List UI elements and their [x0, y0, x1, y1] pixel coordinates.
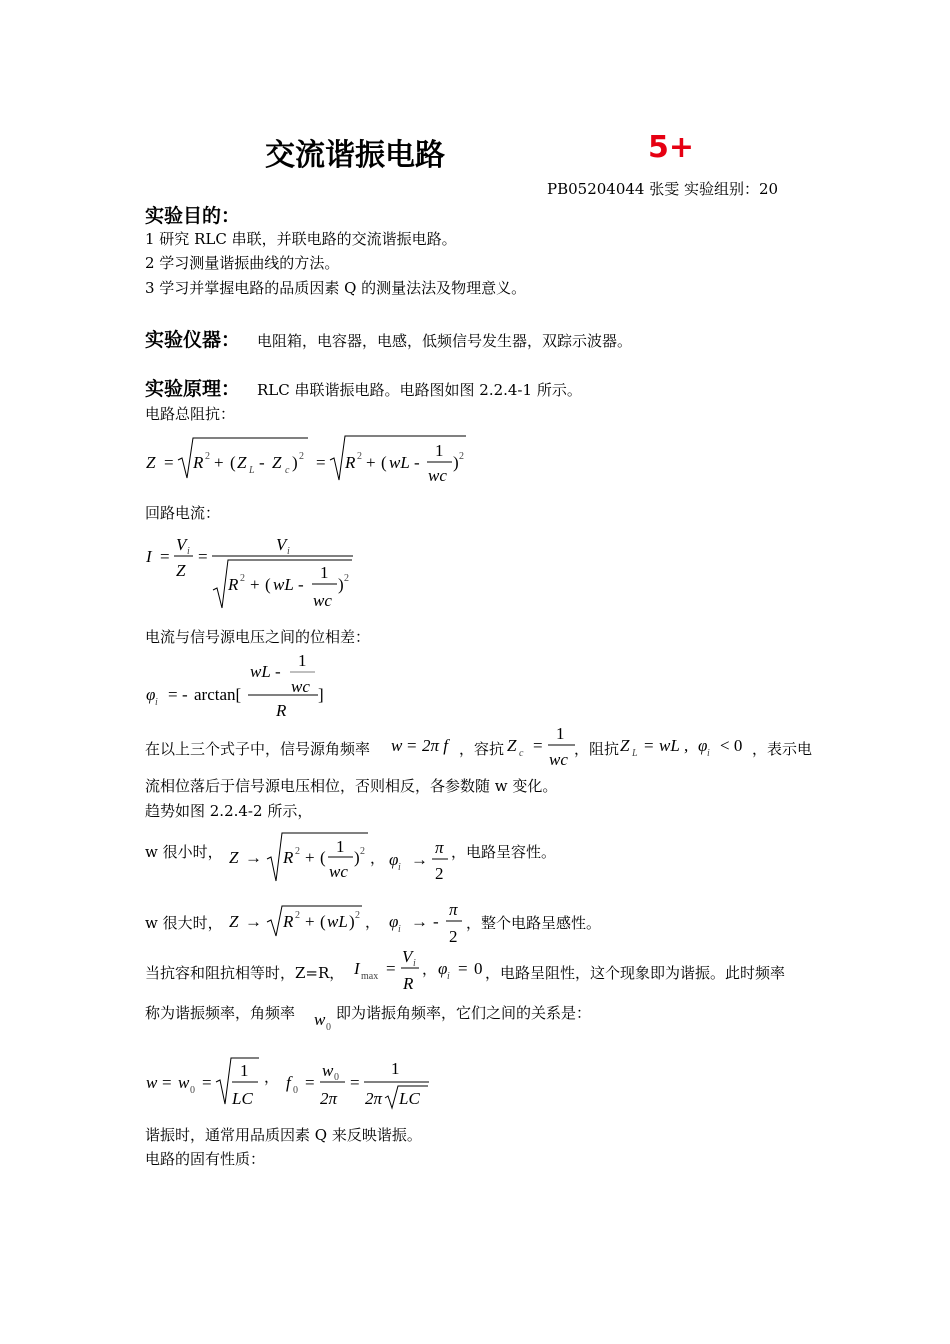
svg-text:Z: Z: [229, 912, 239, 931]
instruments-text: 电阻箱，电容器，电感，低频信号发生器，双踪示波器。: [257, 332, 633, 350]
svg-text:i: i: [187, 546, 190, 557]
svg-text:R: R: [283, 848, 294, 867]
svg-text:π: π: [449, 900, 458, 919]
svg-text:，: ，: [422, 962, 438, 978]
inherent-label: 电路的固有性质：: [145, 1150, 266, 1168]
svg-text:): ): [453, 453, 459, 472]
svg-text:i: i: [413, 958, 416, 969]
svg-text:i: i: [707, 748, 710, 759]
svg-text:wc: wc: [313, 591, 332, 610]
svg-text:R: R: [345, 453, 356, 472]
svg-text:Z: Z: [229, 848, 239, 867]
svg-text:=: =: [202, 1073, 212, 1092]
svg-text:，: ，: [370, 851, 386, 867]
phase-equation: [140, 650, 340, 722]
svg-text:，: ，: [264, 1070, 280, 1086]
svg-text:): ): [338, 575, 344, 594]
svg-text:2π: 2π: [320, 1089, 338, 1108]
resonance-d: 即为谐振角频率，它们之间的关系是：: [336, 1004, 592, 1022]
phase-label: 电流与信号源电压之间的位相差：: [145, 628, 371, 646]
svg-text:Z: Z: [237, 453, 247, 472]
resonance-current: [350, 942, 500, 1000]
svg-text:-: -: [433, 912, 439, 931]
svg-text:φ: φ: [146, 685, 156, 704]
para1-a: 在以上三个式子中，信号源角频率: [145, 740, 371, 758]
current-label: 回路电流：: [145, 504, 221, 522]
svg-text:=: =: [162, 1073, 172, 1092]
svg-text:wL: wL: [389, 453, 410, 472]
para1-d: ，表示电: [752, 740, 813, 758]
svg-text:=: =: [305, 1073, 315, 1092]
svg-text:wc: wc: [549, 750, 568, 769]
impedance-label: 电路总阻抗：: [145, 405, 236, 423]
svg-text:2: 2: [240, 573, 245, 584]
svg-text:2: 2: [360, 846, 365, 857]
svg-text:2: 2: [435, 864, 444, 883]
svg-text:): ): [354, 848, 360, 867]
svg-text:Z: Z: [176, 561, 186, 580]
svg-text:(: (: [265, 575, 271, 594]
svg-text:i: i: [398, 924, 401, 935]
svg-text:1: 1: [435, 441, 444, 460]
svg-text:R: R: [228, 575, 239, 594]
svg-text:I: I: [354, 959, 360, 978]
svg-text:Z: Z: [272, 453, 282, 472]
svg-text:0: 0: [334, 1072, 339, 1083]
svg-text:w: w: [178, 1073, 190, 1092]
svg-text:V: V: [276, 535, 287, 554]
inductive-reactance: [618, 730, 763, 760]
small-w-label: w 很小时，: [145, 843, 223, 861]
svg-text:=: =: [160, 547, 170, 566]
author-line: PB05204044 张雯 实验组别：20: [547, 180, 779, 198]
svg-text:-: -: [275, 662, 281, 681]
svg-text:2: 2: [357, 451, 362, 462]
svg-text:0: 0: [190, 1085, 195, 1096]
svg-text:+: +: [305, 912, 315, 931]
svg-text:0: 0: [326, 1022, 331, 1033]
svg-text:2: 2: [299, 451, 304, 462]
svg-text:=: =: [458, 959, 468, 978]
svg-text:=: =: [644, 736, 654, 755]
svg-text:+: +: [214, 453, 224, 472]
svg-text:φ: φ: [389, 850, 399, 869]
svg-text:w: w: [146, 1073, 158, 1092]
svg-text:2: 2: [344, 573, 349, 584]
large-w-impedance: [225, 900, 381, 940]
resonance-b: ，电路呈阻性，这个现象即为谐振。此时频率: [485, 964, 786, 982]
svg-text:,: ,: [684, 736, 689, 755]
svg-text:f: f: [286, 1073, 291, 1092]
svg-text:w: w: [322, 1061, 334, 1080]
svg-text:L: L: [632, 748, 638, 759]
svg-text:→: →: [245, 848, 262, 867]
resonance-a: 当抗容和阻抗相等时，Z=R，: [145, 964, 345, 982]
svg-text:2: 2: [449, 927, 458, 946]
svg-text:1: 1: [298, 651, 307, 670]
svg-text:wL: wL: [250, 662, 271, 681]
svg-text:w: w: [391, 736, 403, 755]
svg-text:-: -: [182, 685, 188, 704]
svg-text:): ): [292, 453, 298, 472]
svg-text:2: 2: [295, 846, 300, 857]
svg-text:Z: Z: [507, 736, 517, 755]
svg-text:i: i: [447, 971, 450, 982]
svg-text:]: ]: [318, 685, 324, 704]
impedance-equation: [140, 430, 480, 490]
svg-text:=: =: [386, 959, 396, 978]
svg-text:=: =: [198, 547, 208, 566]
svg-text:wL: wL: [327, 912, 348, 931]
para1-c: ，阻抗: [574, 740, 620, 758]
svg-text:1: 1: [320, 563, 329, 582]
svg-text:+: +: [250, 575, 260, 594]
svg-text:0: 0: [293, 1085, 298, 1096]
para1-e: 流相位落后于信号源电压相位，否则相反，各参数随 w 变化。: [145, 777, 558, 795]
svg-text:-: -: [414, 453, 420, 472]
svg-text:wc: wc: [329, 862, 348, 881]
svg-text:=: =: [168, 685, 178, 704]
svg-text:(: (: [320, 912, 326, 931]
svg-text:wL: wL: [659, 736, 680, 755]
svg-text:R: R: [283, 912, 294, 931]
svg-text:→: →: [411, 912, 428, 931]
svg-text:I: I: [146, 547, 152, 566]
small-w-result: ，电路呈容性。: [451, 843, 557, 861]
svg-text:V: V: [402, 947, 413, 966]
svg-text:): ): [349, 912, 355, 931]
svg-text:R: R: [193, 453, 204, 472]
svg-text:wc: wc: [291, 677, 310, 696]
svg-text:2: 2: [355, 910, 360, 921]
principle-intro: RLC 串联谐振电路。电路图如图 2.2.4-1 所示。: [257, 381, 582, 399]
large-w-label: w 很大时，: [145, 914, 223, 932]
purpose-item: 3 学习并掌握电路的品质因素 Q 的测量法法及物理意义。: [145, 279, 527, 297]
svg-text:→: →: [411, 850, 428, 869]
svg-text:=: =: [533, 736, 543, 755]
svg-text:，: ，: [365, 915, 381, 931]
svg-text:i: i: [155, 697, 158, 708]
svg-text:LC: LC: [232, 1089, 253, 1108]
svg-text:+: +: [305, 848, 315, 867]
omega-equation: [389, 730, 459, 760]
svg-text:1: 1: [240, 1061, 249, 1080]
purpose-item: 1 研究 RLC 串联，并联电路的交流谐振电路。: [145, 230, 457, 248]
svg-text:(: (: [230, 453, 236, 472]
current-equation: [140, 530, 370, 615]
svg-text:2: 2: [205, 451, 210, 462]
resonance-c: 称为谐振频率，角频率: [145, 1004, 296, 1022]
svg-text:L: L: [249, 465, 255, 476]
svg-text:1: 1: [336, 837, 345, 856]
svg-text:R: R: [403, 974, 414, 993]
svg-text:1: 1: [391, 1059, 400, 1078]
svg-text:φ: φ: [438, 959, 448, 978]
svg-text:+: +: [366, 453, 376, 472]
svg-text:=: =: [316, 453, 326, 472]
capacitive-reactance: [505, 720, 580, 775]
svg-text:2: 2: [295, 910, 300, 921]
grade-mark: 5+: [648, 130, 695, 165]
svg-text:i: i: [287, 546, 290, 557]
svg-text:Z: Z: [620, 736, 630, 755]
large-w-result: ，整个电路呈感性。: [466, 914, 602, 932]
principle-heading: 实验原理：: [145, 378, 241, 400]
svg-text:wc: wc: [428, 466, 447, 485]
svg-text:R: R: [276, 701, 287, 720]
resonance-relation: [140, 1052, 440, 1114]
svg-text:c: c: [519, 748, 524, 759]
trend-text: 趋势如图 2.2.4-2 所示，: [145, 802, 313, 820]
svg-text:0: 0: [474, 959, 483, 978]
svg-text:i: i: [398, 862, 401, 873]
svg-text:(: (: [320, 848, 326, 867]
purpose-item: 2 学习测量谐振曲线的方法。: [145, 254, 340, 272]
page-title: 交流谐振电路: [265, 138, 445, 173]
svg-text:LC: LC: [399, 1089, 420, 1108]
svg-text:φ: φ: [698, 736, 708, 755]
svg-text:2π: 2π: [365, 1089, 383, 1108]
svg-text:π: π: [435, 838, 444, 857]
svg-text:-: -: [298, 575, 304, 594]
svg-text:→: →: [245, 912, 262, 931]
svg-text:wL: wL: [273, 575, 294, 594]
svg-text:=: =: [164, 453, 174, 472]
svg-text:arctan[: arctan[: [194, 685, 242, 704]
svg-text:2: 2: [459, 451, 464, 462]
svg-text:=: =: [350, 1073, 360, 1092]
svg-text:=: =: [407, 736, 417, 755]
instruments-heading: 实验仪器：: [145, 329, 241, 351]
svg-text:c: c: [285, 465, 290, 476]
svg-text:w: w: [314, 1010, 326, 1029]
svg-text:V: V: [176, 535, 187, 554]
small-w-impedance: [225, 825, 386, 885]
eq-symbol: Z: [146, 453, 156, 472]
svg-text:2π f: 2π f: [422, 736, 448, 755]
svg-text:< 0: < 0: [720, 736, 743, 755]
svg-text:φ: φ: [389, 912, 399, 931]
para1-b: ，容抗: [459, 740, 505, 758]
svg-text:1: 1: [556, 724, 565, 743]
small-w-phase: [385, 832, 460, 887]
svg-text:-: -: [259, 453, 265, 472]
svg-text:(: (: [381, 453, 387, 472]
q-text: 谐振时，通常用品质因素 Q 来反映谐振。: [145, 1126, 422, 1144]
purpose-heading: 实验目的：: [145, 205, 241, 227]
svg-text:max: max: [361, 971, 379, 982]
